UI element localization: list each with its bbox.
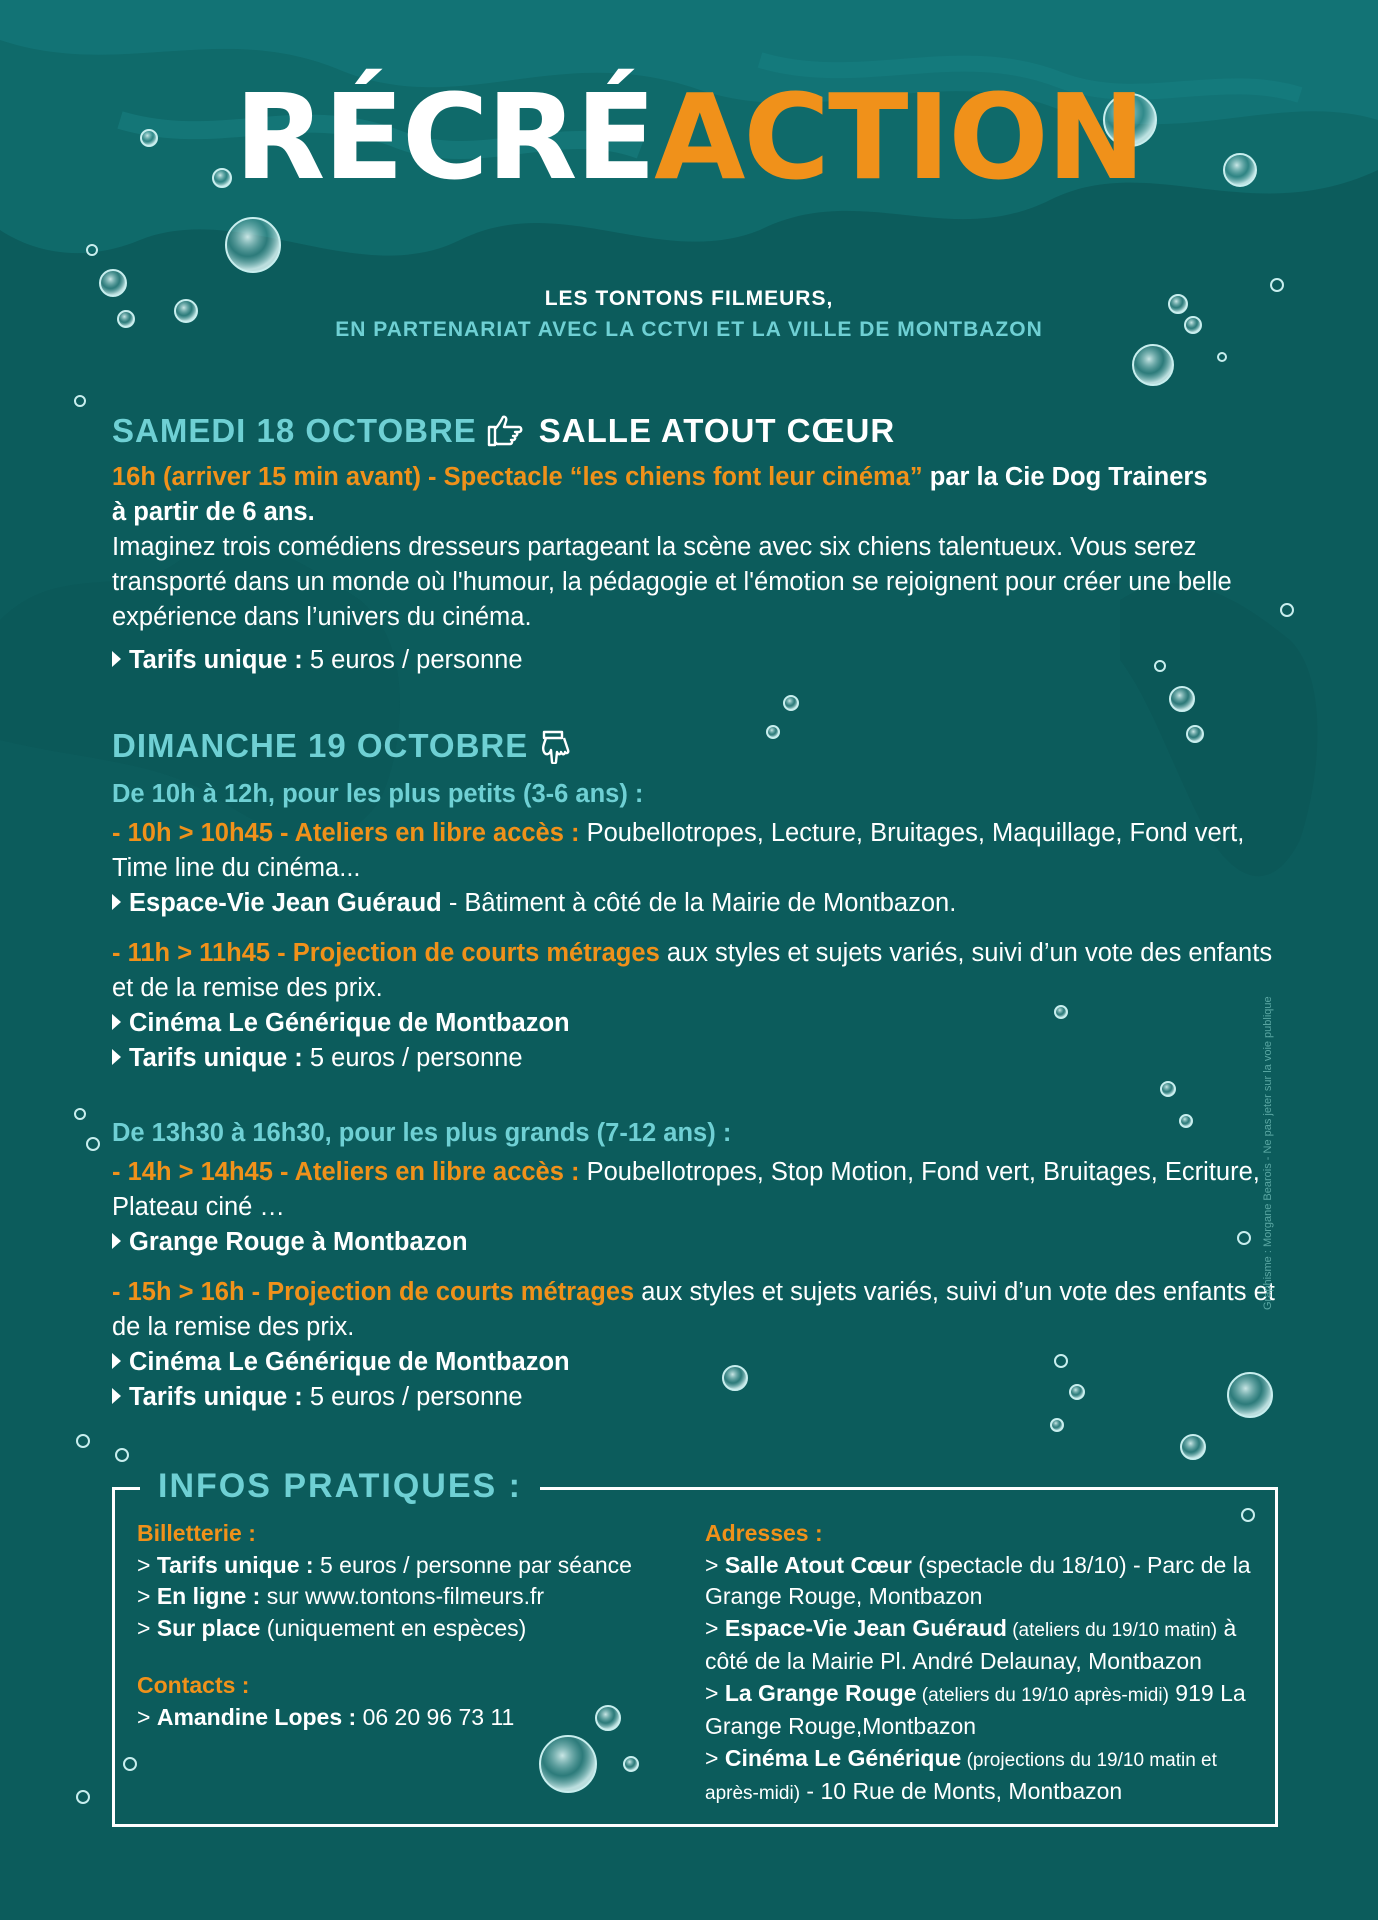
sunday-section [112, 727, 1282, 1415]
price-label: Tarifs unique : [129, 1044, 303, 1072]
billetterie-column [137, 1518, 697, 1733]
infos-pratiques-title: INFOS PRATIQUES : [140, 1467, 540, 1506]
list-item: > Sur place (uniquement en espèces) [137, 1614, 527, 1641]
morning-workshop [112, 816, 1282, 886]
saturday-heading [112, 412, 1282, 450]
triangle-bullet-icon [112, 651, 121, 667]
list-item: > Tarifs unique : 5 euros / personne par séance [137, 1551, 632, 1578]
price-value: 5 euros / personne [302, 646, 523, 674]
saturday-price [112, 643, 1282, 678]
saturday-show [112, 460, 1282, 530]
afternoon-workshop-list: Poubellotropes, Stop Motion, Fond vert, Bruitages, Ecriture, Plateau ciné … [112, 1158, 1260, 1221]
morning-screening-desc: aux styles et sujets variés, suivi d’un vote des enfants et de la remise des prix. [112, 939, 1273, 1002]
morning-workshop-time: - 10h > 10h45 - Ateliers en libre accès : [112, 819, 580, 847]
design-credit: Graphisme : Morgane Bearois - Ne pas jeter sur la voie publique [1262, 996, 1274, 1310]
price-value: 5 euros / personne [302, 1383, 523, 1411]
price-label: Tarifs unique : [129, 1383, 303, 1411]
afternoon-heading: De 13h30 à 16h30, pour les plus grands (7-12 ans) : [112, 1119, 732, 1147]
address-item: > La Grange Rouge (ateliers du 19/10 après-midi) 919 La Grange Rouge,Montbazon [705, 1679, 1246, 1739]
pointing-down-hand-icon [536, 728, 576, 764]
saturday-section [112, 412, 1282, 678]
morning-heading: De 10h à 12h, pour les plus petits (3-6 ans) : [112, 780, 644, 808]
triangle-bullet-icon [112, 1353, 121, 1369]
price-label: Tarifs unique : [129, 646, 303, 674]
morning-screening-place [112, 1006, 1282, 1041]
adresses-column [705, 1518, 1265, 1810]
triangle-bullet-icon [112, 894, 121, 910]
price-value: 5 euros / personne [302, 1044, 523, 1072]
sunday-heading [112, 727, 1282, 765]
partnership-line: EN PARTENARIAT AVEC LA CCTVI ET LA VILLE DE MONTBAZON [335, 318, 1043, 341]
triangle-bullet-icon [112, 1388, 121, 1404]
morning-price [112, 1041, 1282, 1076]
saturday-venue: SALLE ATOUT CŒUR [538, 412, 896, 449]
contact-phone[interactable]: 06 20 96 73 11 [356, 1703, 515, 1730]
afternoon-workshop [112, 1155, 1282, 1225]
venue-name: Cinéma Le Générique de Montbazon [129, 1348, 570, 1376]
morning-screening-time: - 11h > 11h45 - Projection de courts métrages [112, 939, 660, 967]
contact-item: > Amandine Lopes : 06 20 96 73 11 [137, 1703, 515, 1730]
triangle-bullet-icon [112, 1049, 121, 1065]
title-action: ACTION [654, 68, 1144, 206]
afternoon-screening-time: - 15h > 16h - Projection de courts métrages [112, 1278, 635, 1306]
show-company: par la Cie Dog Trainers [922, 463, 1208, 491]
website-link[interactable]: sur www.tontons-filmeurs.fr [260, 1583, 545, 1609]
afternoon-screening-desc: aux styles et sujets variés, suivi d’un vote des enfants et de la remise des prix. [112, 1278, 1275, 1341]
afternoon-workshop-time: - 14h > 14h45 - Ateliers en libre accès : [112, 1158, 580, 1186]
venue-name: Grange Rouge à Montbazon [129, 1228, 468, 1256]
morning-workshop-list: Poubellotropes, Lecture, Bruitages, Maquillage, Fond vert, Time line du cinéma... [112, 819, 1245, 882]
triangle-bullet-icon [112, 1014, 121, 1030]
address-item: > Espace-Vie Jean Guéraud (ateliers du 19/10 matin) à côté de la Mairie Pl. André Delaunay, Montbazon [705, 1614, 1237, 1674]
venue-name: Espace-Vie Jean Guéraud [129, 889, 442, 917]
page-title [0, 68, 1378, 206]
afternoon-screening-place [112, 1345, 1282, 1380]
venue-name: Cinéma Le Générique de Montbazon [129, 1009, 570, 1037]
contacts-heading: Contacts : [137, 1672, 250, 1698]
title-recre: RÉCRÉ [234, 68, 655, 206]
pointing-right-hand-icon [485, 413, 525, 449]
morning-workshop-place [112, 886, 1282, 921]
adresses-heading: Adresses : [705, 1520, 823, 1546]
show-time-title: 16h (arriver 15 min avant) - Spectacle “les chiens font leur cinéma” [112, 463, 923, 491]
show-age: à partir de 6 ans. [112, 498, 315, 526]
sunday-date: DIMANCHE 19 OCTOBRE [112, 727, 529, 764]
address-item: > Salle Atout Cœur (spectacle du 18/10) - Parc de la Grange Rouge, Montbazon [705, 1551, 1251, 1609]
organizer-line: LES TONTONS FILMEURS, [544, 287, 834, 310]
list-item: > En ligne : sur www.tontons-filmeurs.fr [137, 1583, 545, 1609]
venue-detail: - Bâtiment à côté de la Mairie de Montbazon. [441, 889, 957, 917]
address-item: > Cinéma Le Générique (projections du 19/10 matin et après-midi) - 10 Rue de Monts, Montbazon [705, 1744, 1217, 1804]
saturday-date: SAMEDI 18 OCTOBRE [112, 412, 477, 449]
billetterie-heading: Billetterie : [137, 1520, 256, 1546]
afternoon-workshop-place [112, 1225, 1282, 1260]
morning-screening [112, 936, 1282, 1006]
saturday-description: Imaginez trois comédiens dresseurs partageant la scène avec six chiens talentueux. Vous serez transporté dans un monde où l'humour, la pédagogie et l'émotion se rejoignent pour créer une belle expérience dans l’univers du cinéma. [112, 533, 1232, 631]
afternoon-price [112, 1380, 1282, 1415]
triangle-bullet-icon [112, 1233, 121, 1249]
afternoon-screening [112, 1275, 1282, 1345]
